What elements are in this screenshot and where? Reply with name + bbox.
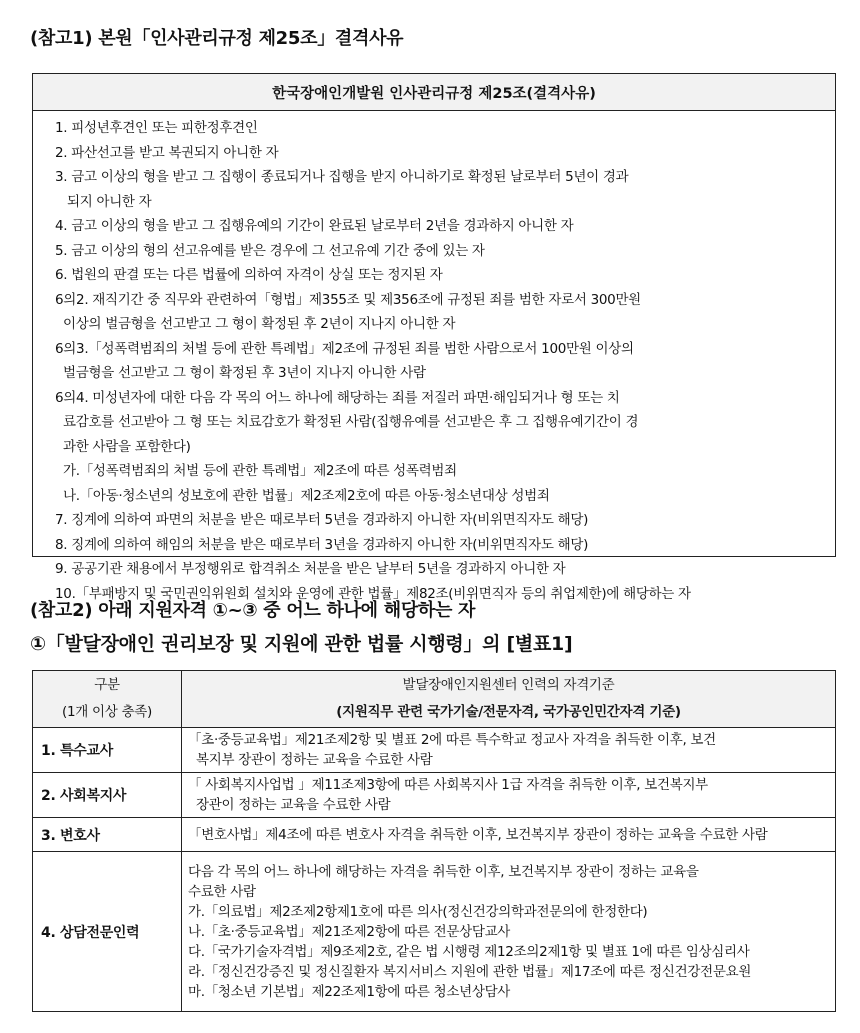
list-item: 벌금형을 선고받고 그 형이 확정된 후 3년이 지나지 아니한 사람	[55, 365, 426, 381]
list-item: 9. 공공기관 채용에서 부정행위로 합격취소 처분을 받은 날부터 5년을 경과하지 아니한 자	[55, 561, 566, 577]
table-row	[33, 773, 836, 818]
criteria-line: 가.「의료법」제2조제2항제1호에 따른 의사(정신건강의학과전문의에 한정한다)	[188, 903, 648, 920]
list-item: 5. 금고 이상의 형의 선고유예를 받은 경우에 그 선고유예 기간 중에 있는 자	[55, 242, 485, 259]
table-body	[33, 728, 836, 1012]
row-label: 3. 변호사	[33, 818, 182, 852]
row-criteria	[182, 818, 836, 852]
criteria-line: 나.「초·중등교육법」제21조제2항에 따른 전문상담교사	[188, 923, 511, 940]
row-label: 4. 상담전문인력	[33, 852, 182, 1012]
list-item: 3. 금고 이상의 형을 받고 그 집행이 종료되거나 집행을 받지 아니하기로 확정된 날로부터 5년이 경과	[55, 169, 629, 185]
list-item: 6의4. 미성년자에 대한 다음 각 목의 어느 하나에 해당하는 죄를 저질러 파면·해임되거나 형 또는 치	[55, 389, 620, 406]
list-item: 1. 피성년후견인 또는 피한정후견인	[55, 120, 258, 136]
ref1-box-title: 한국장애인개발원 인사관리규정 제25조(결격사유)	[33, 74, 835, 111]
list-item: 7. 징계에 의하여 파면의 처분을 받은 때로부터 5년을 경과하지 아니한 자(비위면직자도 해당)	[55, 512, 589, 528]
criteria-line: 다음 각 목의 어느 하나에 해당하는 자격을 취득한 이후, 보건복지부 장관이 정하는 교육을	[188, 863, 699, 880]
criteria-line: 「초·중등교육법」제21조제2항 및 별표 2에 따른 특수학교 정교사 자격을 취득한 이후, 보건	[188, 732, 716, 748]
list-item: 되지 아니한 자	[55, 193, 152, 210]
criteria-line: 수료한 사람	[188, 883, 256, 900]
header-category-title: 구분	[94, 677, 120, 693]
criteria-line: 라.「정신건강증진 및 정신질환자 복지서비스 지원에 관한 법률」제17조에 따른 정신건강전문요원	[188, 963, 752, 980]
table-row	[33, 728, 836, 773]
list-item: 료감호를 선고받아 그 형 또는 치료감호가 확정된 사람(집행유예를 선고받은 후 그 집행유예기간이 경	[55, 414, 639, 430]
criteria-line: 「 사회복지사업법 」제11조제3항에 따른 사회복지사 1급 자격을 취득한 이후, 보건복지부	[188, 777, 708, 793]
row-label: 2. 사회복지사	[33, 773, 182, 818]
header-criteria-title: 발달장애인지원센터 인력의 자격기준	[402, 677, 615, 693]
table-header-row	[33, 671, 836, 728]
list-item: 나.「아동·청소년의 성보호에 관한 법률」제2조제2호에 따른 아동·청소년대상 성범죄	[55, 487, 550, 504]
header-criteria-note: (지원직무 관련 국가기술/전문자격, 국가공인민간자격 기준)	[336, 704, 681, 720]
ref1-box	[32, 73, 836, 602]
row-criteria	[182, 728, 836, 773]
row-criteria	[182, 852, 836, 1012]
header-category	[33, 671, 182, 728]
list-item: 가.「성폭력범죄의 처벌 등에 관한 특례법」제2조에 따른 성폭력범죄	[55, 463, 457, 479]
list-item: 2. 파산선고를 받고 복권되지 아니한 자	[55, 144, 279, 161]
ref2-heading: (참고2) 아래 지원자격 ①~③ 중 어느 하나에 해당하는 자	[30, 600, 476, 621]
criteria-line: 장관이 정하는 교육을 수료한 사람	[188, 797, 391, 813]
row-label: 1. 특수교사	[33, 728, 182, 773]
list-item: 4. 금고 이상의 형을 받고 그 집행유예의 기간이 완료된 날로부터 2년을 경과하지 아니한 자	[55, 218, 574, 234]
criteria-line: 마.「청소년 기본법」제22조제1항에 따른 청소년상담사	[188, 983, 511, 1000]
list-item: 6의3.「성폭력범죄의 처벌 등에 관한 특례법」제2조에 규정된 죄를 범한 사람으로서 100만원 이상의	[55, 340, 634, 357]
qualification-table	[32, 670, 836, 1012]
list-item: 이상의 벌금형을 선고받고 그 형이 확정된 후 2년이 지나지 아니한 자	[55, 316, 456, 332]
list-item: 8. 징계에 의하여 해임의 처분을 받은 때로부터 3년을 경과하지 아니한 자(비위면직자도 해당)	[55, 536, 589, 553]
header-category-note: (1개 이상 충족)	[62, 704, 152, 720]
criteria-line: 다.「국가기술자격법」제9조제2호, 같은 법 시행령 제12조의2제1항 및 별표 1에 따른 임상심리사	[188, 943, 750, 960]
ref2-subheading: ①「발달장애인 권리보장 및 지원에 관한 법률 시행령」의 [별표1]	[30, 633, 573, 655]
criteria-line: 복지부 장관이 정하는 교육을 수료한 사람	[188, 752, 433, 768]
header-criteria	[182, 671, 836, 728]
list-item: 6의2. 재직기간 중 직무와 관련하여「형법」제355조 및 제356조에 규정된 죄를 범한 자로서 300만원	[55, 291, 641, 308]
list-item: 과한 사람을 포함한다)	[55, 438, 191, 455]
table-row	[33, 818, 836, 852]
list-item: 6. 법원의 판결 또는 다른 법률에 의하여 자격이 상실 또는 정지된 자	[55, 267, 443, 283]
criteria-line: 「변호사법」제4조에 따른 변호사 자격을 취득한 이후, 보건복지부 장관이 정하는 교육을 수료한 사람	[188, 826, 768, 843]
table-row	[33, 852, 836, 1012]
ref1-heading: (참고1) 본원「인사관리규정 제25조」결격사유	[30, 28, 404, 49]
list-item: 10.「부패방지 및 국민권익위원회 설치와 운영에 관한 법률」제82조(비위면직자 등의 취업제한)에 해당하는 자	[55, 585, 691, 602]
row-criteria	[182, 773, 836, 818]
